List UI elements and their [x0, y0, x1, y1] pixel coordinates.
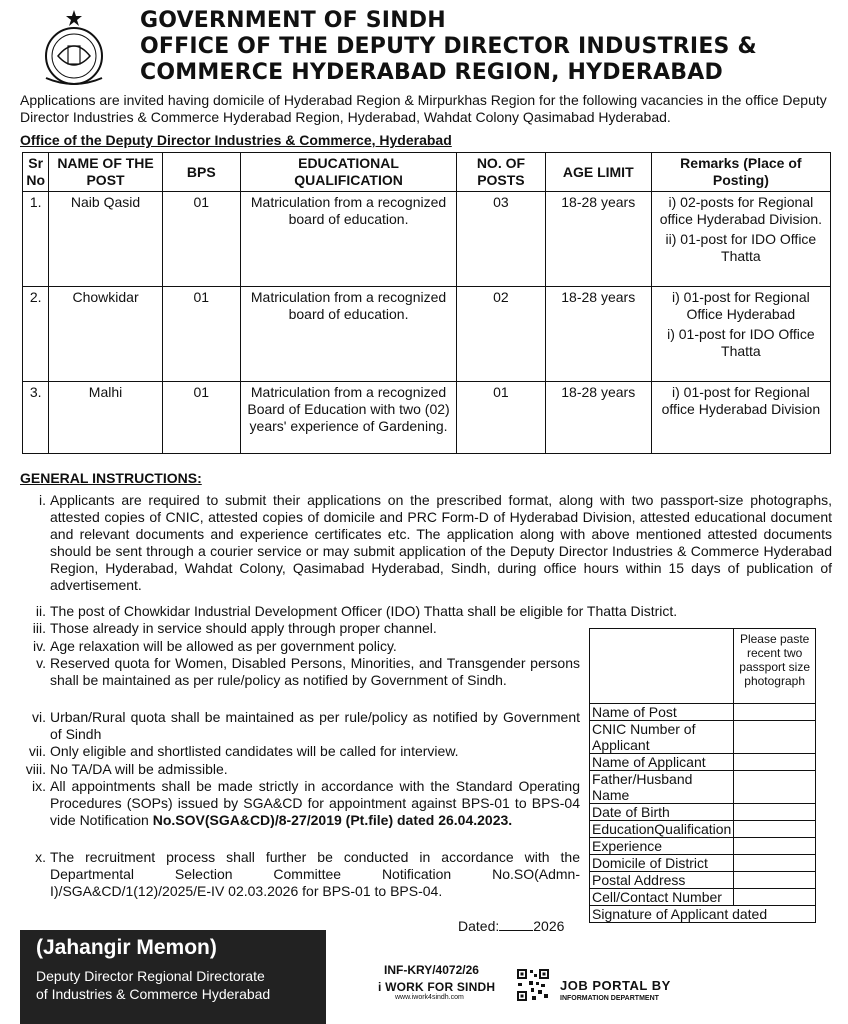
office-subheading: Office of the Deputy Director Industries & Commerce, Hyderabad [20, 132, 452, 148]
form-field-value[interactable] [734, 771, 816, 804]
instruction-number: i. [39, 492, 46, 508]
application-form-box [589, 628, 816, 923]
job-portal-title: JOB PORTAL BY [560, 978, 671, 993]
instruction-text: Reserved quota for Women, Disabled Persons, Minorities, and Transgender persons shall be maintained as per rule/policy as notified by Government of Sindh. [50, 655, 580, 688]
form-field-label: Name of Post [590, 704, 734, 721]
instruction-item [20, 709, 580, 745]
form-field-value[interactable] [734, 821, 816, 838]
cell-bps: 01 [162, 192, 240, 287]
intro-paragraph: Applications are invited having domicile of Hyderabad Region & Mirpurkhas Region for the following vacancies in the office Deputy Director Industries & Commerce Hyderabad Region, Hyderabad, Wahdat Colony Qasimabad Hyderabad. [20, 92, 827, 125]
col-header-bps: BPS [162, 153, 240, 192]
cell-post: Malhi [49, 382, 162, 454]
signatory-name: (Jahangir Memon) [36, 936, 217, 959]
instruction-number: v. [36, 655, 46, 671]
form-field-label: Domicile of District [590, 855, 734, 872]
instruction-text: The post of Chowkidar Industrial Development Officer (IDO) Thatta shall be eligible for Thatta District. [50, 603, 678, 619]
instruction-item [20, 778, 580, 848]
form-field-value[interactable] [734, 889, 816, 906]
cell-posts: 02 [457, 287, 546, 382]
instruction-item [20, 492, 832, 602]
cell-posts: 01 [457, 382, 546, 454]
instruction-text: No TA/DA will be admissible. [50, 761, 228, 777]
instruction-text: Applicants are required to submit their applications on the prescribed format, along with two passport-size photographs, attested copies of CNIC, attested copies of domicile and PRC Form-D of Hyderabad Division, attested educational document and relevant documents and experience certificates etc. The application along with above mentioned attested documents should be sent through a courier service or may submit application of the Deputy Director Industries & Commerce Hyderabad Region, Hyderabad, Wahdat Colony, Qasimabad Hyderabad, Sindh, during office hours within 15 days of publication of advertisement. [50, 492, 832, 593]
instruction-number: x. [35, 849, 46, 865]
instruction-number: vi. [32, 709, 46, 725]
cell-remarks [651, 382, 830, 454]
form-field-value[interactable] [734, 838, 816, 855]
vacancy-table [22, 152, 831, 454]
cell-age: 18-28 years [545, 382, 651, 454]
instruction-number: viii. [25, 761, 46, 777]
cell-qualification: Matriculation from a recognized board of education. [240, 192, 456, 287]
signatory-designation-line-1: Deputy Director Regional Directorate [36, 968, 265, 984]
instruction-number: ii. [35, 603, 46, 619]
form-field-label: Postal Address [590, 872, 734, 889]
remark-line: i) 01-post for Regional Office Hyderabad [672, 289, 810, 322]
cell-bps: 01 [162, 287, 240, 382]
table-row [23, 287, 831, 382]
instruction-item [20, 620, 580, 638]
cell-qualification: Matriculation from a recognized Board of Education with two (02) years' experience of Gardening. [240, 382, 456, 454]
instruction-item [20, 743, 580, 761]
instruction-number: vii. [28, 743, 46, 759]
photo-paste-area: Please paste recent two passport size photograph [734, 629, 816, 704]
signatory-designation-line-2: of Industries & Commerce Hyderabad [36, 986, 271, 1002]
cell-bps: 01 [162, 382, 240, 454]
form-field-value[interactable] [734, 721, 816, 754]
cell-post: Naib Qasid [49, 192, 162, 287]
cell-sr: 1. [23, 192, 49, 287]
inf-reference: INF-KRY/4072/26 [384, 963, 479, 977]
instruction-item [20, 603, 832, 621]
col-header-post: NAME OF THE POST [49, 153, 162, 192]
dated-line [458, 918, 564, 934]
dated-year: 2026 [533, 918, 565, 934]
general-instructions-title: GENERAL INSTRUCTIONS: [20, 470, 202, 486]
form-field-value[interactable] [734, 855, 816, 872]
table-header-row [23, 153, 831, 192]
cell-age: 18-28 years [545, 287, 651, 382]
cell-sr: 3. [23, 382, 49, 454]
instruction-item [20, 638, 580, 656]
remark-line: ii) 01-post for IDO Office Thatta [665, 231, 817, 264]
dated-blank [499, 918, 533, 931]
form-field-label: EducationQualification [590, 821, 734, 838]
qr-code-icon[interactable] [516, 968, 550, 1002]
col-header-qualification: EDUCATIONAL QUALIFICATION [240, 153, 456, 192]
remark-line: i) 02-posts for Regional office Hyderabad Division. [659, 194, 823, 227]
iwork-url: www.iwork4sindh.com [395, 994, 464, 1001]
form-field-value[interactable] [734, 804, 816, 821]
header-line-3: COMMERCE HYDERABAD REGION, HYDERABAD [140, 60, 723, 85]
instruction-number: iii. [32, 620, 46, 636]
instruction-text: The recruitment process shall further be conducted in accordance with the Departmental Selection Committee Notification No.SO(Admn-I)/SGA&CD/1(12)/2025/E-IV 02.03.2026 for BPS-01 to BPS-04. [50, 849, 580, 899]
form-field-label: CNIC Number of Applicant [590, 721, 734, 754]
form-field-value[interactable] [734, 872, 816, 889]
dated-label: Dated: [458, 918, 500, 934]
col-header-age: AGE LIMIT [545, 153, 651, 192]
form-field-label: Experience [590, 838, 734, 855]
information-department: INFORMATION DEPARTMENT [560, 995, 659, 1002]
form-field-value[interactable] [734, 754, 816, 771]
iwork-for-sindh-logo: i WORK FOR SINDH [378, 980, 496, 994]
remark-line: i) 01-post for Regional office Hyderabad Division [661, 384, 821, 417]
instruction-text: Urban/Rural quota shall be maintained as per rule/policy as notified by Government of Sindh [50, 709, 580, 742]
form-field-value[interactable] [734, 704, 816, 721]
form-signature-row[interactable]: Signature of Applicant dated [590, 906, 816, 923]
instruction-text: Age relaxation will be allowed as per government policy. [50, 638, 397, 654]
sindh-government-logo [28, 8, 120, 88]
instruction-item [20, 849, 580, 919]
form-field-label: Date of Birth [590, 804, 734, 821]
header-line-1: GOVERNMENT OF SINDH [140, 8, 446, 33]
notification-reference: No.SOV(SGA&CD)/8-27/2019 (Pt.file) dated 26.04.2023. [152, 812, 513, 828]
instruction-text: Those already in service should apply through proper channel. [50, 620, 437, 636]
col-header-posts: NO. OF POSTS [457, 153, 546, 192]
instruction-text-body: All appointments shall be made strictly in accordance with the Standard Operating Procedures (SOPs) issued by SGA&CD for appointment against BPS-01 to BPS-04 vide Notification [50, 778, 580, 828]
header-line-2: OFFICE OF THE DEPUTY DIRECTOR INDUSTRIES & [140, 34, 757, 59]
instruction-text [50, 778, 580, 829]
form-field-label: Name of Applicant [590, 754, 734, 771]
form-field-label: Father/Husband Name [590, 771, 734, 804]
remark-line: i) 01-post for IDO Office Thatta [667, 326, 815, 359]
instruction-number: ix. [32, 778, 46, 794]
cell-remarks [651, 287, 830, 382]
form-field-label: Cell/Contact Number [590, 889, 734, 906]
table-row [23, 382, 831, 454]
cell-qualification: Matriculation from a recognized board of education. [240, 287, 456, 382]
cell-post: Chowkidar [49, 287, 162, 382]
cell-sr: 2. [23, 287, 49, 382]
instruction-item [20, 655, 580, 707]
form-blank-cell [590, 629, 734, 704]
table-row [23, 192, 831, 287]
col-header-remarks: Remarks (Place of Posting) [651, 153, 830, 192]
cell-remarks [651, 192, 830, 287]
col-header-sr: Sr No [23, 153, 49, 192]
instruction-item [20, 761, 580, 779]
cell-posts: 03 [457, 192, 546, 287]
instruction-number: iv. [33, 638, 46, 654]
instruction-text: Only eligible and shortlisted candidates will be called for interview. [50, 743, 459, 759]
cell-age: 18-28 years [545, 192, 651, 287]
